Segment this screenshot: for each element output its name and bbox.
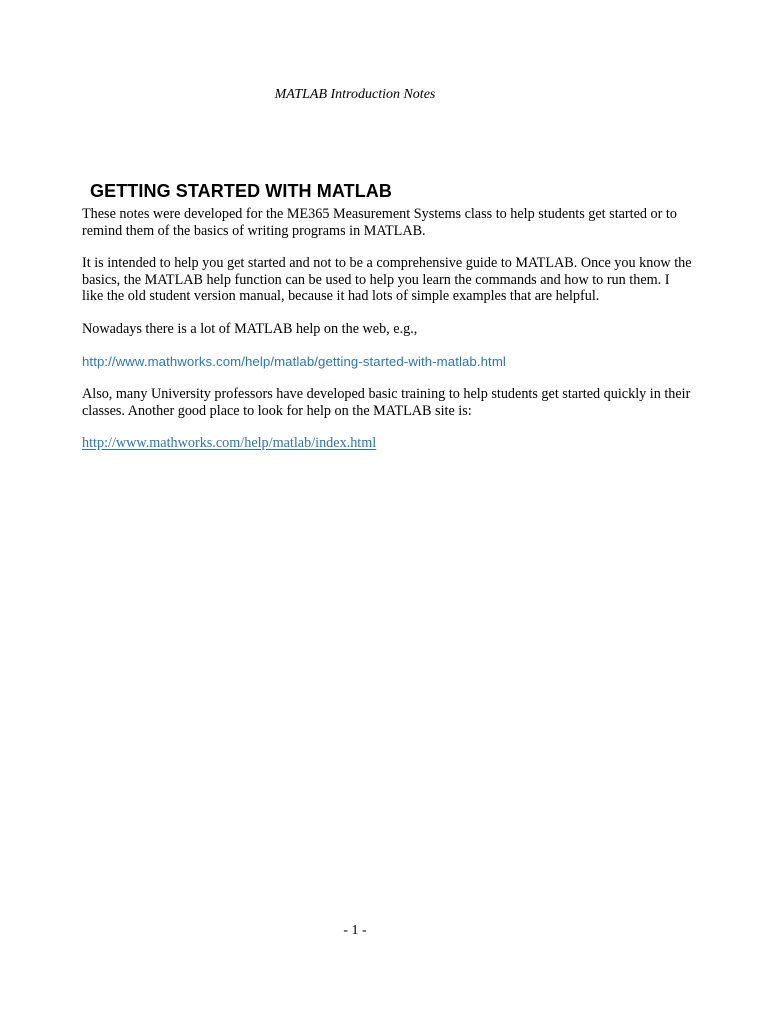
link-paragraph-getting-started [82,354,692,371]
paragraph-professors: Also, many University professors have developed basic training to help students get started quickly in their classes. Another good place to look for help on the MATLAB site is: [82,386,691,419]
matlab-index-link[interactable]: http://www.mathworks.com/help/matlab/index.html [82,435,377,452]
section-heading: GETTING STARTED WITH MATLAB [90,181,392,201]
link-paragraph-index [82,435,692,452]
paragraph-intro: These notes were developed for the ME365 Measurement Systems class to help students get started or to remind them of the basics of writing programs in MATLAB. [82,206,677,239]
page-number: - 1 - [343,923,367,938]
getting-started-link[interactable]: http://www.mathworks.com/help/matlab/getting-started-with-matlab.html [82,353,506,369]
running-header: MATLAB Introduction Notes [274,87,436,102]
paragraph-web-help: Nowadays there is a lot of MATLAB help on the web, e.g., [82,320,418,337]
paragraph-purpose: It is intended to help you get started and not to be a comprehensive guide to MATLAB. Once you know the basics, the MATLAB help function can be used to help you learn the commands and how to run them. I like the old student version manual, because it had lots of simple examples that are helpful. [82,255,692,305]
body-text [82,206,692,468]
